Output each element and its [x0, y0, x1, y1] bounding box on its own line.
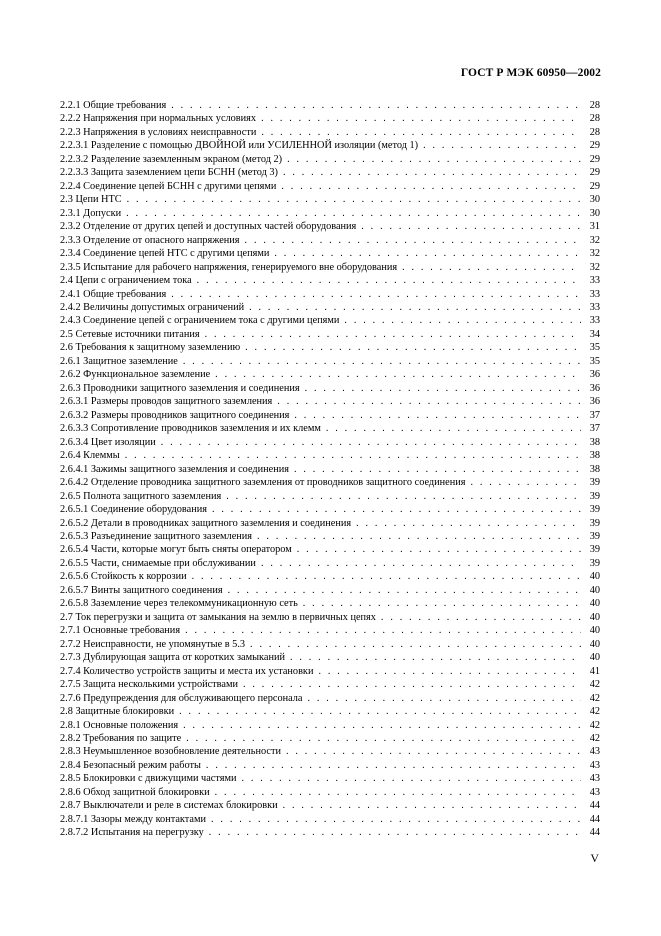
toc-entry [60, 489, 600, 502]
toc-entry [60, 449, 600, 462]
toc-entry [60, 260, 600, 273]
dot-leader [192, 571, 581, 583]
toc-entry-page: 29 [589, 153, 600, 165]
toc-entry [60, 314, 600, 327]
toc-entry [60, 583, 600, 596]
toc-entry [60, 462, 600, 475]
toc-entry [60, 206, 600, 219]
toc-entry [60, 395, 600, 408]
toc-entry-page: 28 [589, 126, 600, 138]
toc-entry-title: 2.4.1 Общие требования [60, 288, 167, 300]
dot-leader [212, 504, 581, 516]
toc-entry-title: 2.3.2 Отделение от других цепей и доступных частей оборудования [60, 221, 357, 233]
dot-leader [297, 544, 581, 556]
toc-entry-title: 2.2.2 Напряжения при нормальных условиях [60, 113, 257, 125]
toc-entry [60, 516, 600, 529]
toc-entry-page: 38 [589, 450, 600, 462]
dot-leader [402, 262, 581, 274]
dot-leader [257, 531, 581, 543]
dot-leader [171, 100, 581, 112]
toc-entry-page: 36 [589, 382, 600, 394]
document-header: ГОСТ Р МЭК 60950—2002 [460, 67, 601, 79]
dot-leader [261, 113, 581, 125]
toc-entry [60, 341, 600, 354]
dot-leader [215, 369, 581, 381]
toc-entry [60, 327, 600, 340]
toc-entry-title: 2.8.3 Неумышленное возобновление деятельности [60, 746, 281, 758]
toc-entry-page: 39 [589, 504, 600, 516]
toc-entry-page: 41 [589, 665, 600, 677]
toc-entry-title: 2.8.2 Требования по защите [60, 733, 182, 744]
toc-entry [60, 651, 600, 664]
dot-leader [283, 800, 581, 812]
toc-entry-page: 40 [589, 571, 600, 583]
toc-entry-page: 35 [589, 355, 600, 367]
dot-leader [127, 194, 581, 206]
toc-entry [60, 99, 600, 112]
dot-leader [242, 773, 582, 785]
toc-entry-title: 2.4 Цепи с ограничением тока [60, 275, 192, 287]
toc-entry-page: 30 [589, 207, 600, 219]
dot-leader [356, 518, 581, 530]
toc-entry-title: 2.8.4 Безопасный режим работы [60, 759, 201, 771]
toc-entry-title: 2.7 Ток перегрузки и защита от замыкания на землю в первичных цепях [60, 611, 376, 623]
toc-entry-title: 2.3.3 Отделение от опасного напряжения [60, 234, 240, 246]
toc-entry-page: 33 [589, 275, 600, 287]
toc-entry-title: 2.7.3 Дублирующая защита от коротких замыканий [60, 652, 285, 664]
dot-leader [249, 302, 581, 314]
dot-leader [303, 598, 581, 610]
toc-entry-page: 42 [589, 679, 600, 691]
toc-entry [60, 664, 600, 677]
toc-entry [60, 812, 600, 825]
toc-entry-title: 2.8 Защитные блокировки [60, 706, 175, 718]
toc-entry [60, 826, 600, 839]
toc-entry-page: 28 [589, 113, 600, 125]
dot-leader [281, 181, 581, 193]
toc-entry [60, 368, 600, 381]
dot-leader [307, 693, 581, 705]
toc-entry-title: 2.4.2 Величины допустимых ограничений [60, 302, 245, 313]
toc-entry [60, 125, 600, 138]
toc-entry-title: 2.8.7.2 Испытания на перегрузку [60, 827, 204, 839]
toc-entry-page: 42 [589, 733, 600, 744]
dot-leader [470, 477, 581, 489]
dot-leader [294, 410, 581, 422]
toc-entry-page: 29 [589, 180, 600, 192]
toc-entry-page: 44 [589, 827, 600, 839]
toc-entry-title: 2.6.3 Проводники защитного заземления и соединения [60, 382, 300, 394]
toc-entry-page: 43 [589, 746, 600, 758]
toc-entry-page: 40 [589, 625, 600, 637]
toc-entry-page: 28 [589, 99, 600, 111]
toc-entry-title: 2.6.5.3 Разъединение защитного заземления [60, 530, 253, 542]
dot-leader [205, 329, 581, 341]
toc-entry-title: 2.6.5.8 Заземление через телекоммуникационную сеть [60, 598, 298, 610]
toc-entry-title: 2.7.2 Неисправности, не упомянутые в 5.3 [60, 638, 246, 650]
toc-entry [60, 597, 600, 610]
toc-entry-title: 2.8.6 Обход защитной блокировки [60, 786, 210, 798]
toc-entry [60, 799, 600, 812]
dot-leader [211, 814, 581, 826]
toc-entry-page: 33 [589, 288, 600, 300]
toc-entry-title: 2.7.5 Защита несколькими устройствами [60, 679, 238, 691]
toc-entry-page: 40 [589, 598, 600, 610]
toc-entry [60, 785, 600, 798]
toc-entry-title: 2.6 Требования к защитному заземлению [60, 342, 241, 354]
toc-entry-title: 2.3.1 Допуски [60, 207, 122, 219]
toc-entry-page: 29 [589, 167, 600, 179]
toc-entry-page: 39 [589, 477, 600, 489]
toc-entry [60, 556, 600, 569]
toc-entry-page: 29 [589, 140, 600, 152]
toc-entry-page: 44 [589, 813, 600, 825]
toc-entry-page: 30 [589, 194, 600, 206]
toc-entry-title: 2.8.7.1 Зазоры между контактами [60, 813, 207, 825]
toc-entry-title: 2.6.5.2 Детали в проводниках защитного заземления и соединения [60, 517, 352, 529]
toc-entry [60, 139, 600, 152]
toc-entry-title: 2.3.4 Соединение цепей НТС с другими цепями [60, 248, 270, 260]
dot-leader [283, 167, 581, 179]
toc-entry-title: 2.6.1 Защитное заземление [60, 355, 178, 367]
toc-entry-page: 39 [589, 530, 600, 542]
table-of-contents [60, 99, 600, 840]
dot-leader [183, 356, 581, 368]
toc-entry-title: 2.2.3.2 Разделение заземленным экраном (метод 2) [60, 153, 283, 165]
dot-leader [171, 289, 581, 301]
toc-entry [60, 530, 600, 543]
toc-entry [60, 179, 600, 192]
toc-entry-title: 2.6.5.4 Части, которые могут быть сняты оператором [60, 544, 292, 556]
dot-leader [183, 720, 581, 732]
toc-entry [60, 354, 600, 367]
toc-entry-page: 33 [589, 315, 600, 327]
toc-entry [60, 422, 600, 435]
toc-entry-page: 36 [589, 396, 600, 408]
toc-entry-page: 34 [589, 328, 600, 340]
toc-entry-page: 39 [589, 544, 600, 556]
toc-entry-title: 2.6.5 Полнота защитного заземления [60, 490, 222, 502]
toc-entry-title: 2.6.3.4 Цвет изоляции [60, 436, 156, 448]
dot-leader [274, 248, 581, 260]
toc-entry-page: 40 [589, 611, 600, 623]
toc-entry [60, 408, 600, 421]
toc-entry [60, 301, 600, 314]
toc-entry [60, 758, 600, 771]
dot-leader [361, 221, 581, 233]
toc-entry-page: 43 [589, 773, 600, 785]
toc-entry [60, 745, 600, 758]
toc-entry-page: 32 [589, 248, 600, 260]
dot-leader [179, 706, 581, 718]
dot-leader [381, 612, 581, 624]
toc-entry-page: 31 [589, 221, 600, 233]
dot-leader [226, 491, 581, 503]
toc-entry [60, 543, 600, 556]
toc-entry [60, 678, 600, 691]
toc-entry [60, 193, 600, 206]
toc-entry-title: 2.8.5 Блокировки с движущими частями [60, 773, 237, 785]
dot-leader [186, 733, 581, 745]
dot-leader [197, 275, 581, 287]
toc-entry [60, 166, 600, 179]
toc-entry-title: 2.7.1 Основные требования [60, 625, 181, 637]
toc-entry-page: 36 [589, 369, 600, 381]
page-number: V [590, 851, 599, 865]
toc-entry-title: 2.6.5.1 Соединение оборудования [60, 504, 207, 516]
dot-leader [250, 639, 581, 651]
dot-leader [215, 787, 581, 799]
toc-entry-page: 38 [589, 436, 600, 448]
toc-entry-page: 35 [589, 342, 600, 354]
toc-entry-page: 42 [589, 719, 600, 731]
toc-entry-title: 2.4.3 Соединение цепей с ограничением тока с другими цепями [60, 315, 340, 327]
toc-entry [60, 637, 600, 650]
toc-entry-title: 2.8.1 Основные положения [60, 719, 179, 731]
toc-entry-page: 33 [589, 302, 600, 313]
toc-entry-page: 40 [589, 652, 600, 664]
toc-entry-title: 2.6.4.1 Зажимы защитного заземления и соединения [60, 463, 289, 475]
toc-entry [60, 287, 600, 300]
toc-entry-title: 2.3.5 Испытание для рабочего напряжения, генерируемого вне оборудования [60, 261, 398, 273]
toc-entry-title: 2.7.4 Количество устройств защиты и места их установки [60, 665, 314, 677]
toc-entry-page: 43 [589, 786, 600, 798]
toc-entry-title: 2.6.4.2 Отделение проводника защитного заземления от проводников защитного соединения [60, 477, 466, 489]
toc-entry [60, 705, 600, 718]
toc-entry [60, 624, 600, 637]
dot-leader [286, 746, 581, 758]
toc-entry-page: 32 [589, 234, 600, 246]
dot-leader [287, 154, 581, 166]
toc-entry-title: 2.5 Сетевые источники питания [60, 328, 200, 340]
dot-leader [261, 127, 581, 139]
toc-entry [60, 732, 600, 745]
dot-leader [344, 315, 581, 327]
toc-entry-page: 40 [589, 584, 600, 596]
toc-entry-title: 2.6.3.1 Размеры проводов защитного заземления [60, 396, 273, 408]
toc-entry [60, 152, 600, 165]
toc-entry-page: 39 [589, 517, 600, 529]
toc-entry-title: 2.3 Цепи НТС [60, 194, 122, 206]
dot-leader [326, 423, 581, 435]
toc-entry-page: 39 [589, 490, 600, 502]
toc-entry [60, 233, 600, 246]
toc-entry [60, 112, 600, 125]
dot-leader [318, 666, 581, 678]
toc-entry [60, 247, 600, 260]
dot-leader [305, 383, 581, 395]
toc-entry-page: 42 [589, 706, 600, 718]
toc-entry-title: 2.6.5.5 Части, снимаемые при обслуживании [60, 557, 256, 569]
toc-entry [60, 503, 600, 516]
dot-leader [185, 625, 581, 637]
toc-entry [60, 610, 600, 623]
dot-leader [206, 760, 581, 772]
toc-entry [60, 718, 600, 731]
toc-entry [60, 772, 600, 785]
toc-entry-title: 2.7.6 Предупреждения для обслуживающего персонала [60, 692, 303, 704]
dot-leader [209, 827, 581, 839]
dot-leader [243, 679, 581, 691]
toc-entry-title: 2.8.7 Выключатели и реле в системах блокировки [60, 800, 278, 812]
toc-entry [60, 220, 600, 233]
toc-entry [60, 476, 600, 489]
toc-entry-page: 42 [589, 692, 600, 704]
dot-leader [423, 140, 581, 152]
toc-entry [60, 381, 600, 394]
toc-entry-title: 2.6.4 Клеммы [60, 450, 120, 462]
toc-entry-title: 2.6.3.3 Сопротивление проводников заземления и их клемм [60, 423, 321, 435]
dot-leader [277, 396, 581, 408]
toc-entry-title: 2.6.2 Функциональное заземление [60, 369, 211, 381]
dot-leader [294, 464, 581, 476]
dot-leader [125, 450, 581, 462]
dot-leader [228, 585, 581, 597]
dot-leader [245, 235, 581, 247]
toc-entry [60, 691, 600, 704]
toc-entry-title: 2.2.1 Общие требования [60, 99, 167, 111]
dot-leader [126, 208, 581, 220]
toc-entry-title: 2.6.5.7 Винты защитного соединения [60, 584, 223, 596]
toc-entry-page: 38 [589, 463, 600, 475]
dot-leader [290, 652, 581, 664]
dot-leader [261, 558, 581, 570]
toc-entry-title: 2.2.3.3 Защита заземлением цепи БСНН (метод 3) [60, 167, 278, 179]
toc-entry-page: 37 [589, 409, 600, 421]
dot-leader [245, 342, 581, 354]
toc-entry-page: 44 [589, 800, 600, 812]
toc-entry-title: 2.6.5.6 Стойкость к коррозии [60, 571, 187, 583]
toc-entry-page: 37 [589, 423, 600, 435]
toc-entry-page: 43 [589, 759, 600, 771]
toc-entry-page: 39 [589, 557, 600, 569]
toc-entry [60, 435, 600, 448]
toc-entry-title: 2.2.4 Соединение цепей БСНН с другими цепями [60, 180, 277, 192]
toc-entry-page: 32 [589, 261, 600, 273]
toc-entry [60, 274, 600, 287]
dot-leader [161, 437, 581, 449]
toc-entry-title: 2.6.3.2 Размеры проводников защитного соединения [60, 409, 290, 421]
toc-entry [60, 570, 600, 583]
toc-entry-page: 40 [589, 638, 600, 650]
toc-entry-title: 2.2.3.1 Разделение с помощью ДВОЙНОЙ или УСИЛЕННОЙ изоляции (метод 1) [60, 140, 419, 152]
toc-entry-title: 2.2.3 Напряжения в условиях неисправности [60, 126, 257, 138]
